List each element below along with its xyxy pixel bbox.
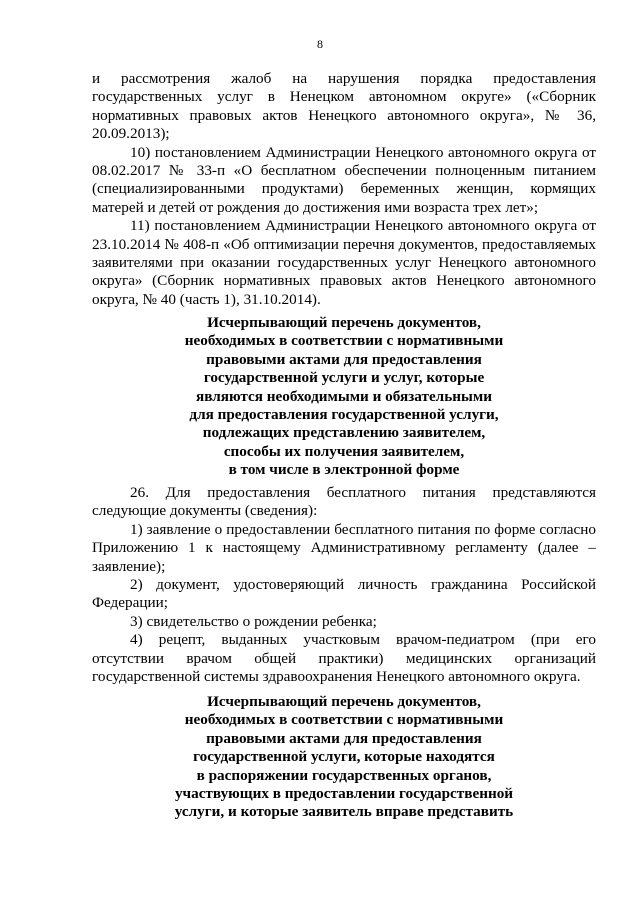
section-heading-required-documents — [92, 314, 596, 480]
list-item-10: 10) постановлением Администрации Ненецкого автономного округа от 08.02.2017 № 33-п «О бесплатном обеспечении полноценным питанием (специализированными продуктами) беременных женщин, кормящих матерей и детей от рождения до достижения ими возраста трех лет»; — [92, 143, 596, 216]
heading-line: в том числе в электронной форме — [228, 461, 460, 479]
document-item-birth-certificate: 3) свидетельство о рождении ребенка; — [130, 612, 377, 630]
heading-line: Исчерпывающий перечень документов, — [207, 693, 481, 710]
heading-line: государственной услуги, которые находятся — [193, 748, 495, 766]
paragraph-continuation: и рассмотрения жалоб на нарушения порядка предоставления государственных услуг в Ненецком автономном округе» («Сборник нормативных правовых актов Ненецкого автономного округа», № 36, 20.09.2013); — [92, 70, 596, 143]
heading-line: услуги, и которые заявитель вправе представить — [174, 803, 514, 821]
heading-line: участвующих в предоставлении государственной — [174, 785, 514, 803]
clause-26: 26. Для предоставления бесплатного питания представляются следующие документы (сведения): — [92, 484, 596, 520]
document-item-identity: 2) документ, удостоверяющий личность гражданина Российской Федерации; — [92, 576, 596, 612]
legal-basis-list-continuation — [92, 70, 596, 309]
heading-line: необходимых в соответствии с нормативными — [184, 711, 504, 729]
heading-line: необходимых в соответствии с нормативными — [184, 332, 504, 350]
document-item-prescription: 4) рецепт, выданных участковым врачом-педиатром (при его отсутствии врачом общей практики) медицинских организаций государственной системы здравоохранения Ненецкого автономного округа. — [92, 631, 596, 686]
heading-line: для предоставления государственной услуги, — [189, 406, 499, 424]
heading-line: правовыми актами для предоставления — [206, 729, 482, 747]
heading-line: подлежащих представлению заявителем, — [202, 424, 486, 442]
required-documents-list — [92, 484, 596, 686]
heading-line: государственной услуги и услуг, которые — [203, 369, 485, 387]
heading-line: правовыми актами для предоставления — [206, 350, 482, 368]
heading-line: являются необходимыми и обязательными — [196, 387, 492, 405]
list-item-11: 11) постановлением Администрации Ненецкого автономного округа от 23.10.2014 № 408-п «Об оптимизации перечня документов, предоставляемых заявителями при оказании государственных услуг Ненецкого автономного округа» (Сборник нормативных правовых актов Ненецкого автономного округа, № 40 (часть 1), 31.10.2014). — [92, 217, 596, 308]
heading-line: Исчерпывающий перечень документов, — [207, 314, 481, 331]
heading-line: в распоряжении государственных органов, — [196, 766, 492, 784]
heading-line: способы их получения заявителем, — [223, 442, 465, 460]
page-number: 8 — [317, 37, 323, 51]
section-heading-interagency-documents — [92, 693, 596, 822]
document-item-application: 1) заявление о предоставлении бесплатного питания по форме согласно Приложению 1 к настоящему Административному регламенту (далее – заявление); — [92, 520, 596, 575]
